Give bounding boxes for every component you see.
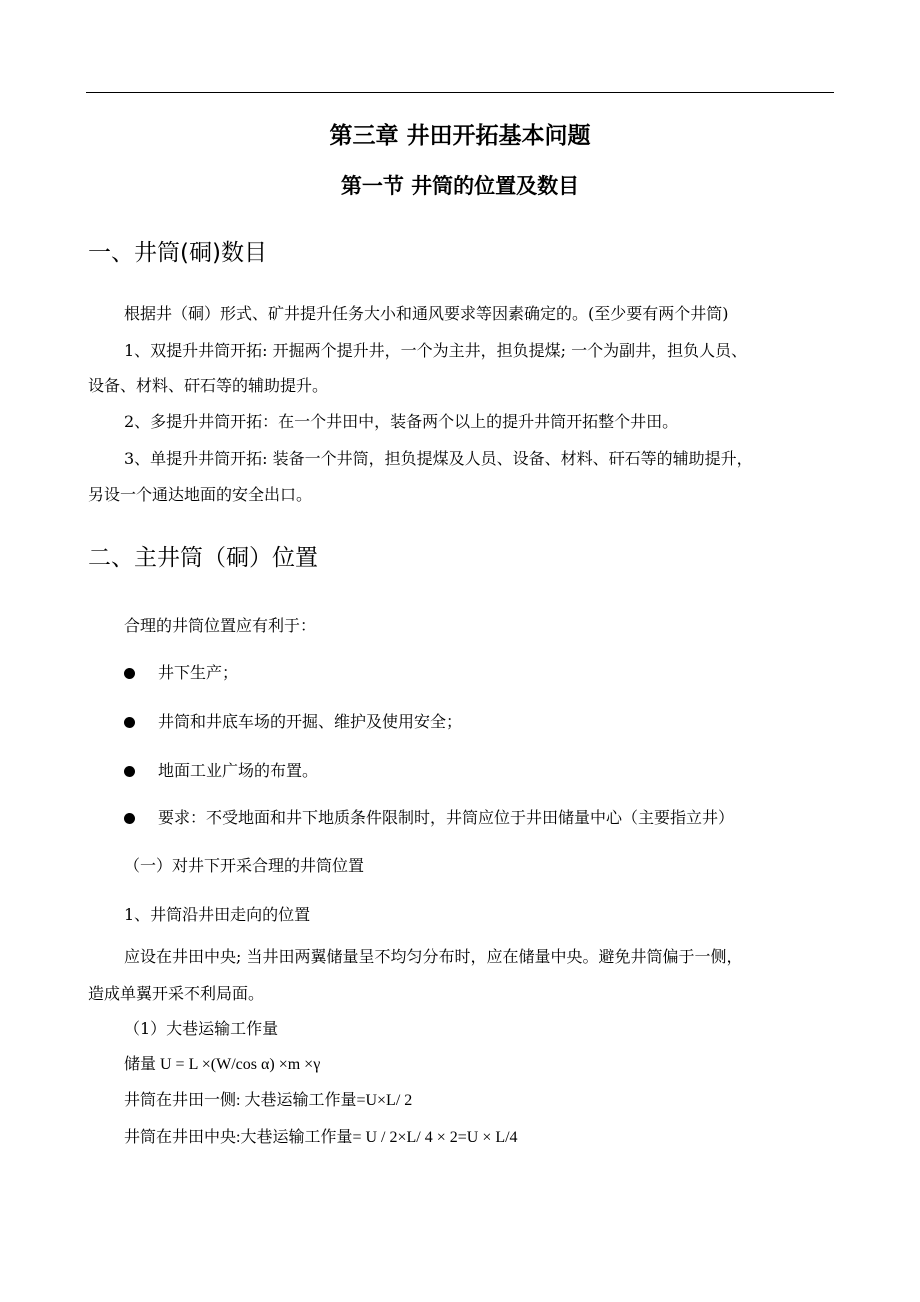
item-double-hoist-line2: 设备、材料、矸石等的辅助提升。	[88, 376, 329, 395]
subheading-strike-position: 1、井筒沿井田走向的位置	[124, 905, 311, 924]
bullet-dot	[124, 668, 135, 679]
formula-reserves: 储量 U = L ×(W/cos α) ×m ×γ	[124, 1056, 321, 1073]
item-multi-hoist: 2、多提升井筒开拓：在一个井田中，装备两个以上的提升井筒开拓整个井田。	[124, 412, 679, 431]
paragraph-center-line1: 应设在井田中央; 当井田两翼储量呈不均匀分布时，应在储量中央。避免井筒偏于一侧，	[124, 947, 743, 966]
bullet-item: 要求：不受地面和井下地质条件限制时，井筒应位于井田储量中心（主要指立井）	[158, 808, 735, 827]
formula-side-shaft: 井筒在井田一侧: 大巷运输工作量=U×L/ 2	[124, 1092, 413, 1109]
bullet-dot	[124, 813, 135, 824]
header-rule	[86, 92, 834, 93]
subheading-haulage-work: （1）大巷运输工作量	[124, 1019, 279, 1038]
intro-text: 合理的井筒位置应有利于：	[124, 616, 317, 635]
bullet-item: 地面工业广场的布置。	[158, 761, 319, 780]
chapter-title: 第三章 井田开拓基本问题	[329, 122, 591, 149]
bullet-dot	[124, 717, 135, 728]
bullet-item: 井筒和井底车场的开掘、维护及使用安全；	[158, 712, 463, 731]
heading-shaft-count: 一、井筒(硐)数目	[88, 240, 267, 266]
item-double-hoist-line1: 1、双提升井筒开拓: 开掘两个提升井，一个为主井，担负提煤; 一个为副井，担负人员、	[124, 341, 748, 360]
bullet-dot	[124, 766, 135, 777]
subheading-underground-position: （一）对井下开采合理的井筒位置	[124, 856, 365, 875]
item-single-hoist-line2: 另设一个通达地面的安全出口。	[88, 485, 313, 504]
section-title: 第一节 井筒的位置及数目	[340, 173, 580, 198]
paragraph-center-line2: 造成单翼开采不利局面。	[88, 984, 265, 1003]
heading-main-shaft-position: 二、主井筒（硐）位置	[88, 545, 318, 571]
item-single-hoist-line1: 3、单提升井筒开拓: 装备一个井筒，担负提煤及人员、设备、材料、矸石等的辅助提升，	[124, 449, 753, 468]
formula-center-shaft: 井筒在井田中央:大巷运输工作量= U / 2×L/ 4 × 2=U × L/4	[124, 1129, 518, 1146]
paragraph-shaft-count: 根据井（硐）形式、矿井提升任务大小和通风要求等因素确定的。(至少要有两个井筒)	[124, 304, 729, 323]
bullet-item: 井下生产；	[158, 663, 239, 682]
